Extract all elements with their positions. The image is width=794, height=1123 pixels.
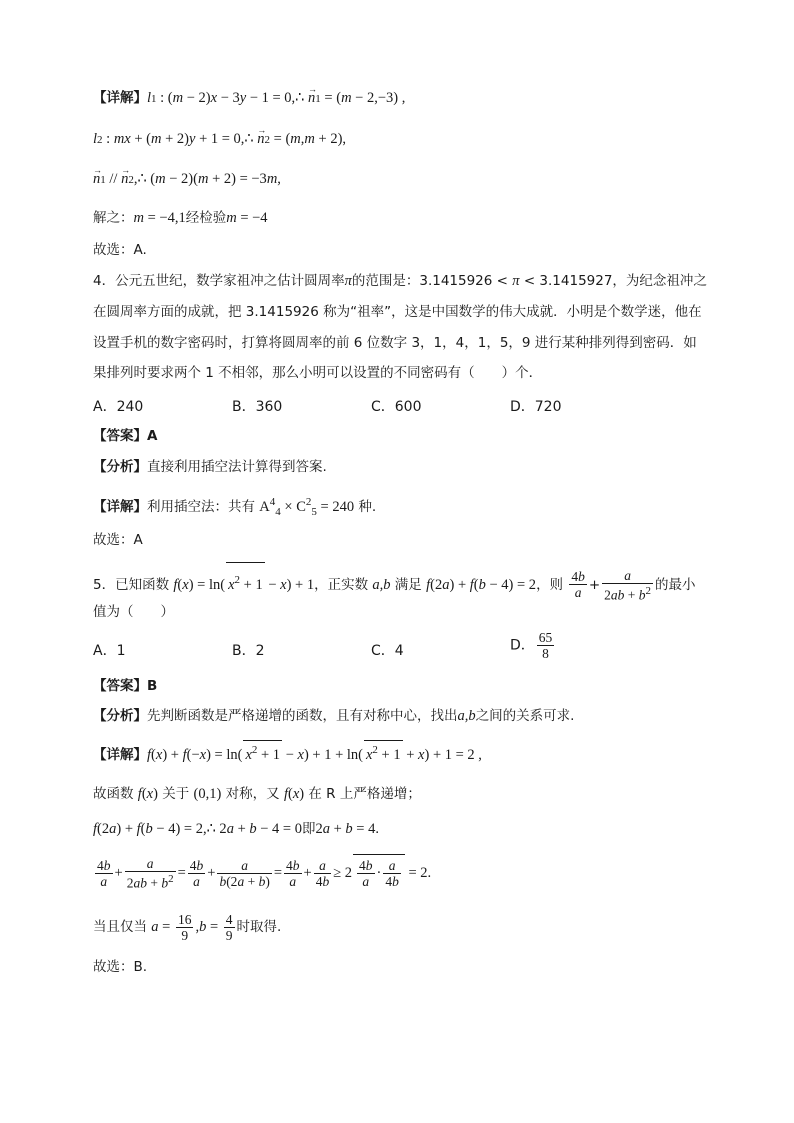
q4-option-d: D．720 <box>510 399 562 415</box>
q4-option-b: B．360 <box>232 399 283 415</box>
q4-answer: 【答案】A <box>93 428 158 444</box>
q5-choice: 故选：B. <box>93 959 148 975</box>
q5-detail: 【详解】f(x) + f(−x) = ln( $x^2 + 1 - x) + 1 + \ln$( $x^2 + 1 + x) + 1 = 2$ , <box>93 740 482 764</box>
q5-analysis: 【分析】先判断函数是严格递增的函数，且有对称中心，找出a,b之间的关系可求. <box>93 708 575 724</box>
q5-option-a: A．1 <box>93 643 126 659</box>
q5-relation: f(2a) + f(b − 4) = 2,∴ 2a + b − 4 = 0即2a + b = 4. <box>93 821 379 837</box>
q5-equality: 当且仅当 a = $\frac{16}{9}$ ,b = $\frac{4}{9}$ 时取得. <box>93 912 282 944</box>
q4-stem-line-4: 果排列时要求两个 1 不相邻，那么小明可以设置的不同密码有（ ）个． <box>93 365 543 381</box>
q5-stem-line-2: 值为（ ） <box>93 604 174 620</box>
q4-stem-line-1: 4．公元五世纪，数学家祖冲之估计圆周率π的范围是：3.1415926 < π < 3.1415927，为纪念祖冲之 <box>93 273 707 289</box>
q4-detail: 【详解】利用插空法：共有 $A^4_4 \times C^2_5 = 240$ 种. <box>93 496 377 518</box>
q4-stem-line-2: 在圆周率方面的成就，把 3.1415926 称为“祖率”，这是中国数学的伟大成就．小明是个数学迷，他在 <box>93 304 702 320</box>
q3-detail-line-3: → n1 // → n2,∴ (m − 2)(m + 2) = −3m, <box>93 170 281 189</box>
q5-option-b: B．2 <box>232 643 265 659</box>
q4-stem-line-3: 设置手机的数字密码时，打算将圆周率的前 6 位数字 3，1，4，1，5，9 进行某种排列得到密码．如 <box>93 335 697 351</box>
q5-option-d: D． $\frac{65}{8}$ <box>510 630 553 661</box>
q4-choice: 故选：A <box>93 532 143 548</box>
q3-detail-line-1: 【详解】l1 : (m − 2)x − 3y − 1 = 0,∴ → n1 = (m − 2,−3) , <box>93 89 405 108</box>
q4-option-c: C．600 <box>371 399 422 415</box>
q5-answer: 【答案】B <box>93 678 158 694</box>
q4-option-a: A．240 <box>93 399 144 415</box>
q5-inequality: $\frac{4b}{a}$ + $\frac{a}{2ab + b^2}$ = $\frac{4b}{a}$ + $\frac{a}{b(2a + b)}$ = $\frac{4b}{a}$ + $\frac{a}{4b}$ ≥ 2 $\frac{4b}{a}$ · $\frac{a}{4b}$ = 2. <box>93 854 431 891</box>
q3-solve: 解之：m = −4,1经检验m = −4 <box>93 210 268 226</box>
q3-detail-line-2: l2 : mx + (m + 2)y + 1 = 0,∴ → n2 = (m,m + 2), <box>93 130 346 149</box>
q3-choice: 故选：A. <box>93 242 147 258</box>
q5-symmetry: 故函数 f(x) 关于 (0,1) 对称，又 f(x) 在 R 上严格递增； <box>93 786 421 802</box>
q4-analysis: 【分析】直接利用插空法计算得到答案. <box>93 459 327 475</box>
q5-option-c: C．4 <box>371 643 404 659</box>
q5-stem-line-1: 5．已知函数 f(x) = ln( $x^2 + 1 - x) + 1$，正实数 a,b 满足 f(2a) + f(b − 4) = 2，则 $\frac{4b}{a}$ + $\frac{a}{2ab + b^2}$ 的最小 <box>93 562 696 602</box>
